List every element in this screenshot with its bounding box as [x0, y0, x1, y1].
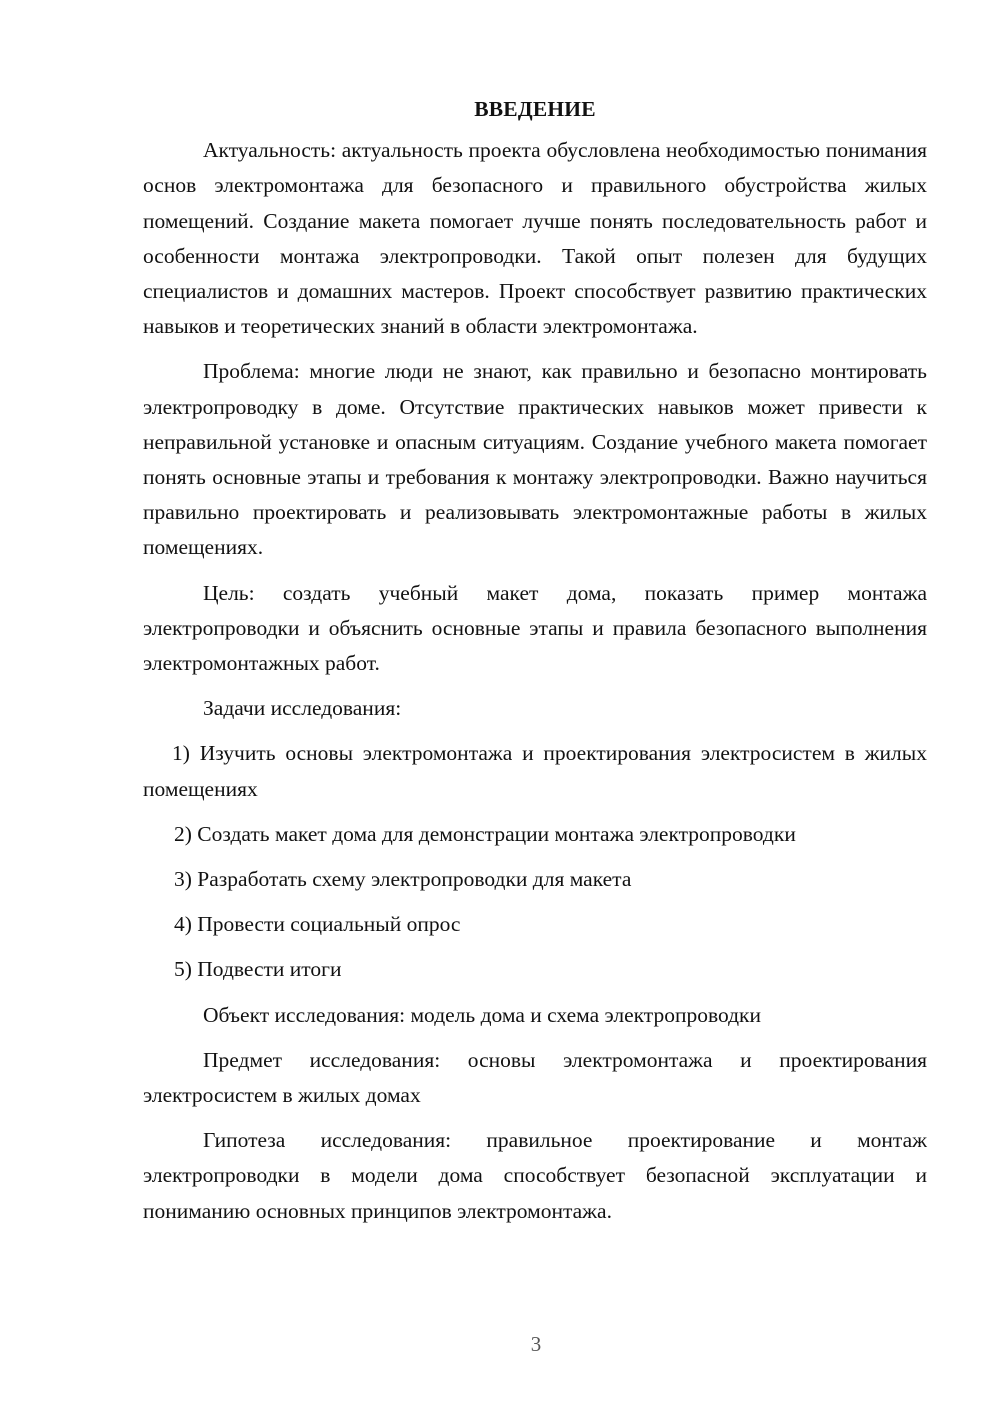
relevance-paragraph: Актуальность: актуальность проекта обусловлена необходимостью понимания основ электромонтажа для безопасного и правильного обустройства жилых помещений. Создание макета помогает лучше понять последовательность работ и особенности монтажа электропроводки. Такой опыт полезен для будущих специалистов и домашних мастеров. Проект способствует развитию практических навыков и теоретических знаний в области электромонтажа.: [143, 138, 927, 339]
subject-paragraph: Предмет исследования: основы электромонтажа и проектирования электросистем в жилых домах: [143, 1047, 927, 1108]
task-item-2: 2) Создать макет дома для демонстрации монтажа электропроводки: [174, 821, 796, 846]
task-item-5: 5) Подвести итоги: [174, 957, 342, 982]
page-title: ВВЕДЕНИЕ: [474, 97, 596, 121]
page-number: 3: [530, 1332, 542, 1356]
task-item-4: 4) Провести социальный опрос: [174, 912, 461, 937]
object-paragraph: Объект исследования: модель дома и схема электропроводки: [203, 1002, 761, 1027]
hypothesis-paragraph: Гипотеза исследования: правильное проектирование и монтаж электропроводки в модели дома способствует безопасной эксплуатации и пониманию основных принципов электромонтажа.: [143, 1128, 927, 1223]
tasks-heading: Задачи исследования:: [203, 696, 402, 721]
goal-paragraph: Цель: создать учебный макет дома, показать пример монтажа электропроводки и объяснить основные этапы и правила безопасного выполнения электромонтажных работ.: [143, 580, 927, 676]
task-item-1: 1) Изучить основы электромонтажа и проектирования электросистем в жилых помещениях: [143, 741, 927, 801]
page-body: [143, 92, 927, 1239]
problem-paragraph: Проблема: многие люди не знают, как правильно и безопасно монтировать электропроводку в доме. Отсутствие практических навыков может привести к неправильной установке и опасным ситуациям. Создание учебного макета помогает понять основные этапы и требования к монтажу электропроводки. Важно научиться правильно проектировать и реализовывать электромонтажные работы в жилых помещениях.: [143, 359, 927, 560]
task-item-3: 3) Разработать схему электропроводки для макета: [174, 867, 632, 892]
